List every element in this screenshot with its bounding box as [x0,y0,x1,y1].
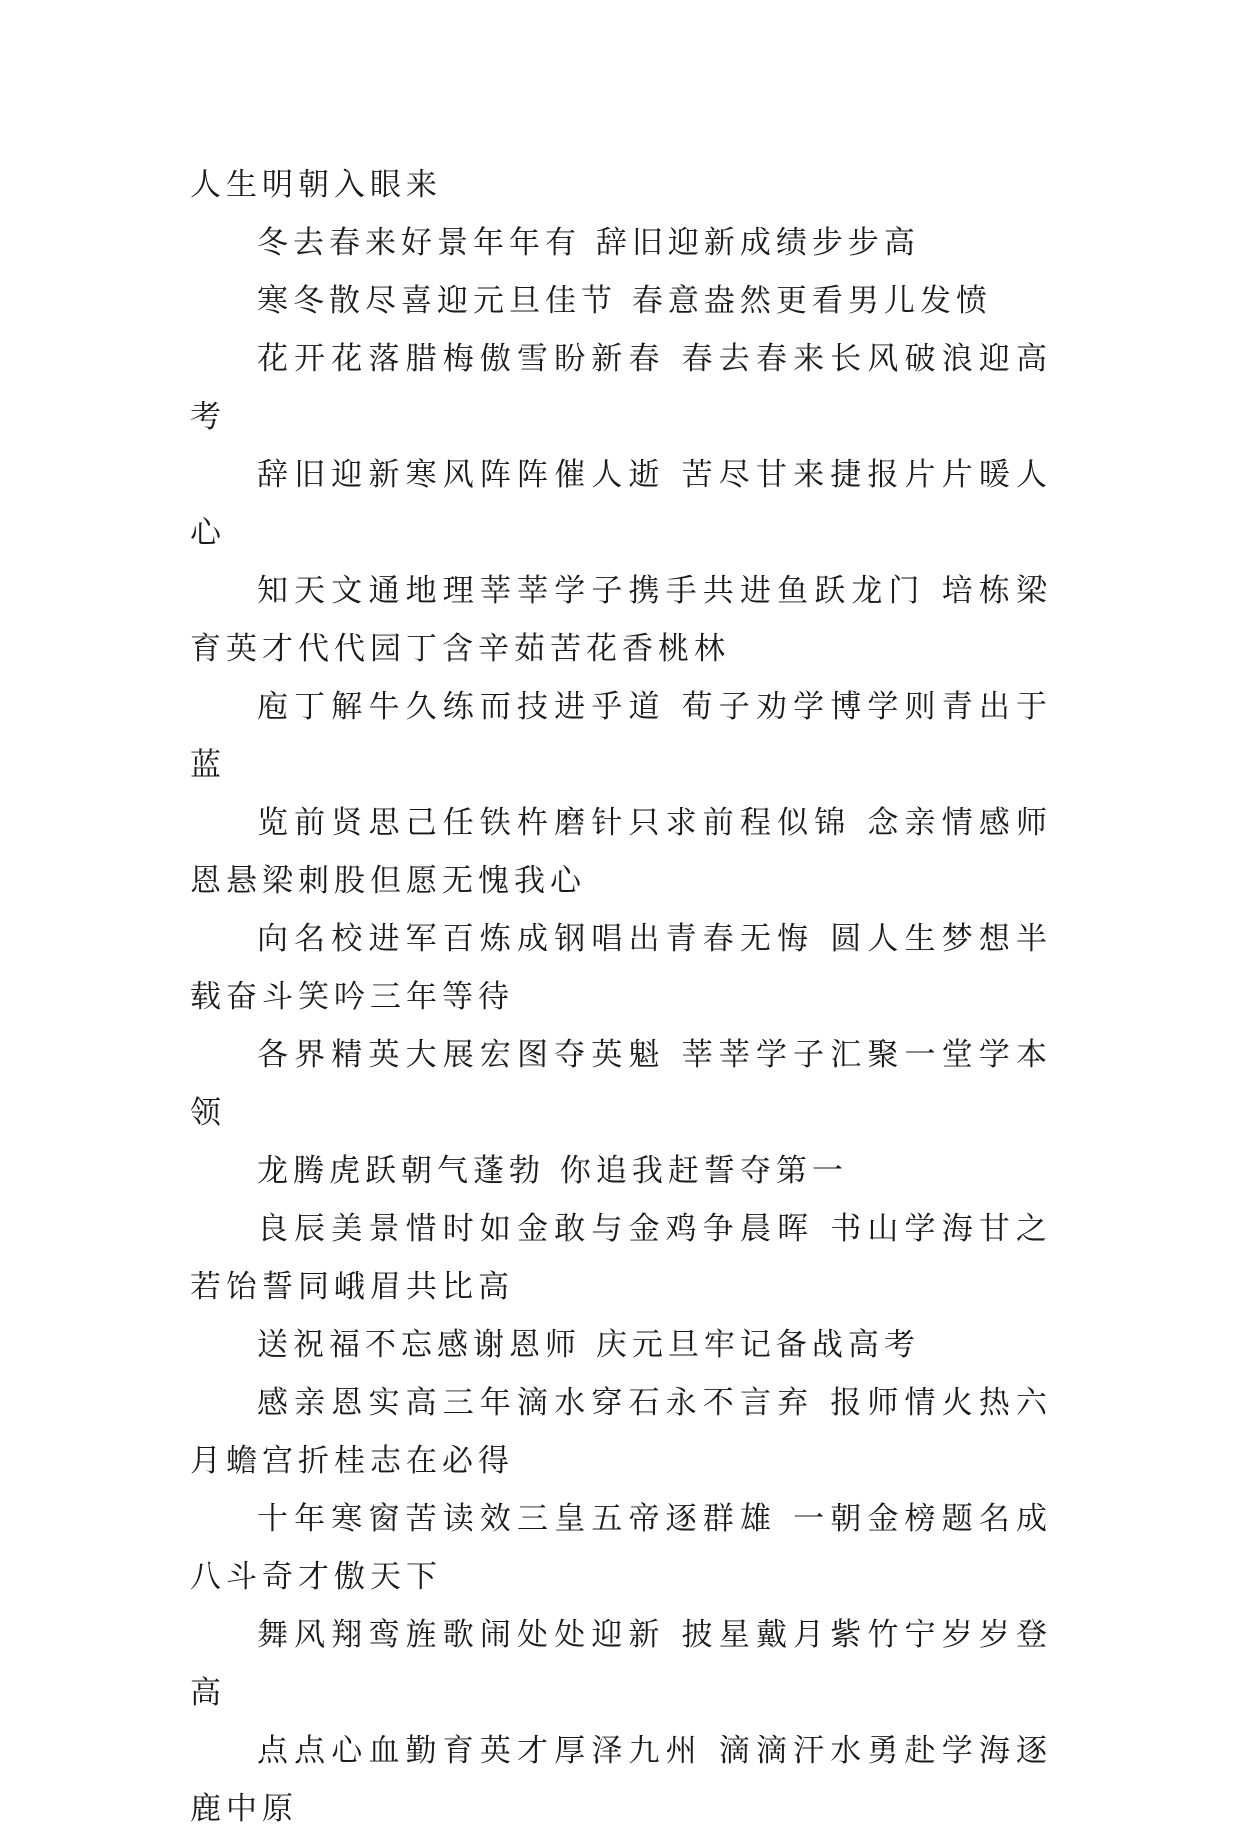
paragraph: 感亲恩实高三年滴水穿石永不言弃 报师情火热六月蟾宫折桂志在必得 [190,1385,1052,1479]
paragraph: 庖丁解牛久练而技进乎道 荀子劝学博学则青出于蓝 [190,689,1052,783]
paragraph: 送祝福不忘感谢恩师 庆元旦牢记备战高考 [257,1327,920,1363]
paragraph: 十年寒窗苦读效三皇五帝逐群雄 一朝金榜题名成八斗奇才傲天下 [190,1501,1052,1595]
paragraph: 知天文通地理莘莘学子携手共进鱼跃龙门 培栋梁育英才代代园丁含辛茹苦花香桃林 [190,573,1052,667]
paragraph: 向名校进军百炼成钢唱出青春无悔 圆人生梦想半载奋斗笑吟三年等待 [190,921,1052,1015]
paragraph: 舞风翔鸾旌歌闹处处迎新 披星戴月紫竹宁岁岁登高 [190,1617,1052,1711]
paragraph: 寒冬散尽喜迎元旦佳节 春意盎然更看男儿发愤 [257,283,992,319]
paragraph: 人生明朝入眼来 [190,167,442,203]
paragraph: 点点心血勤育英才厚泽九州 滴滴汗水勇赴学海逐鹿中原 [190,1733,1052,1827]
paragraph: 辞旧迎新寒风阵阵催人逝 苦尽甘来捷报片片暖人心 [190,457,1052,551]
paragraph: 龙腾虎跃朝气蓬勃 你追我赶誓夺第一 [257,1153,848,1189]
paragraph: 冬去春来好景年年有 辞旧迎新成绩步步高 [257,225,920,261]
document-body [190,156,1052,1838]
paragraph: 览前贤思己任铁杵磨针只求前程似锦 念亲情感师恩悬梁刺股但愿无愧我心 [190,805,1052,899]
paragraph: 花开花落腊梅傲雪盼新春 春去春来长风破浪迎高考 [190,341,1052,435]
paragraph: 各界精英大展宏图夺英魁 莘莘学子汇聚一堂学本领 [190,1037,1052,1131]
paragraph: 良辰美景惜时如金敢与金鸡争晨晖 书山学海甘之若饴誓同峨眉共比高 [190,1211,1052,1305]
